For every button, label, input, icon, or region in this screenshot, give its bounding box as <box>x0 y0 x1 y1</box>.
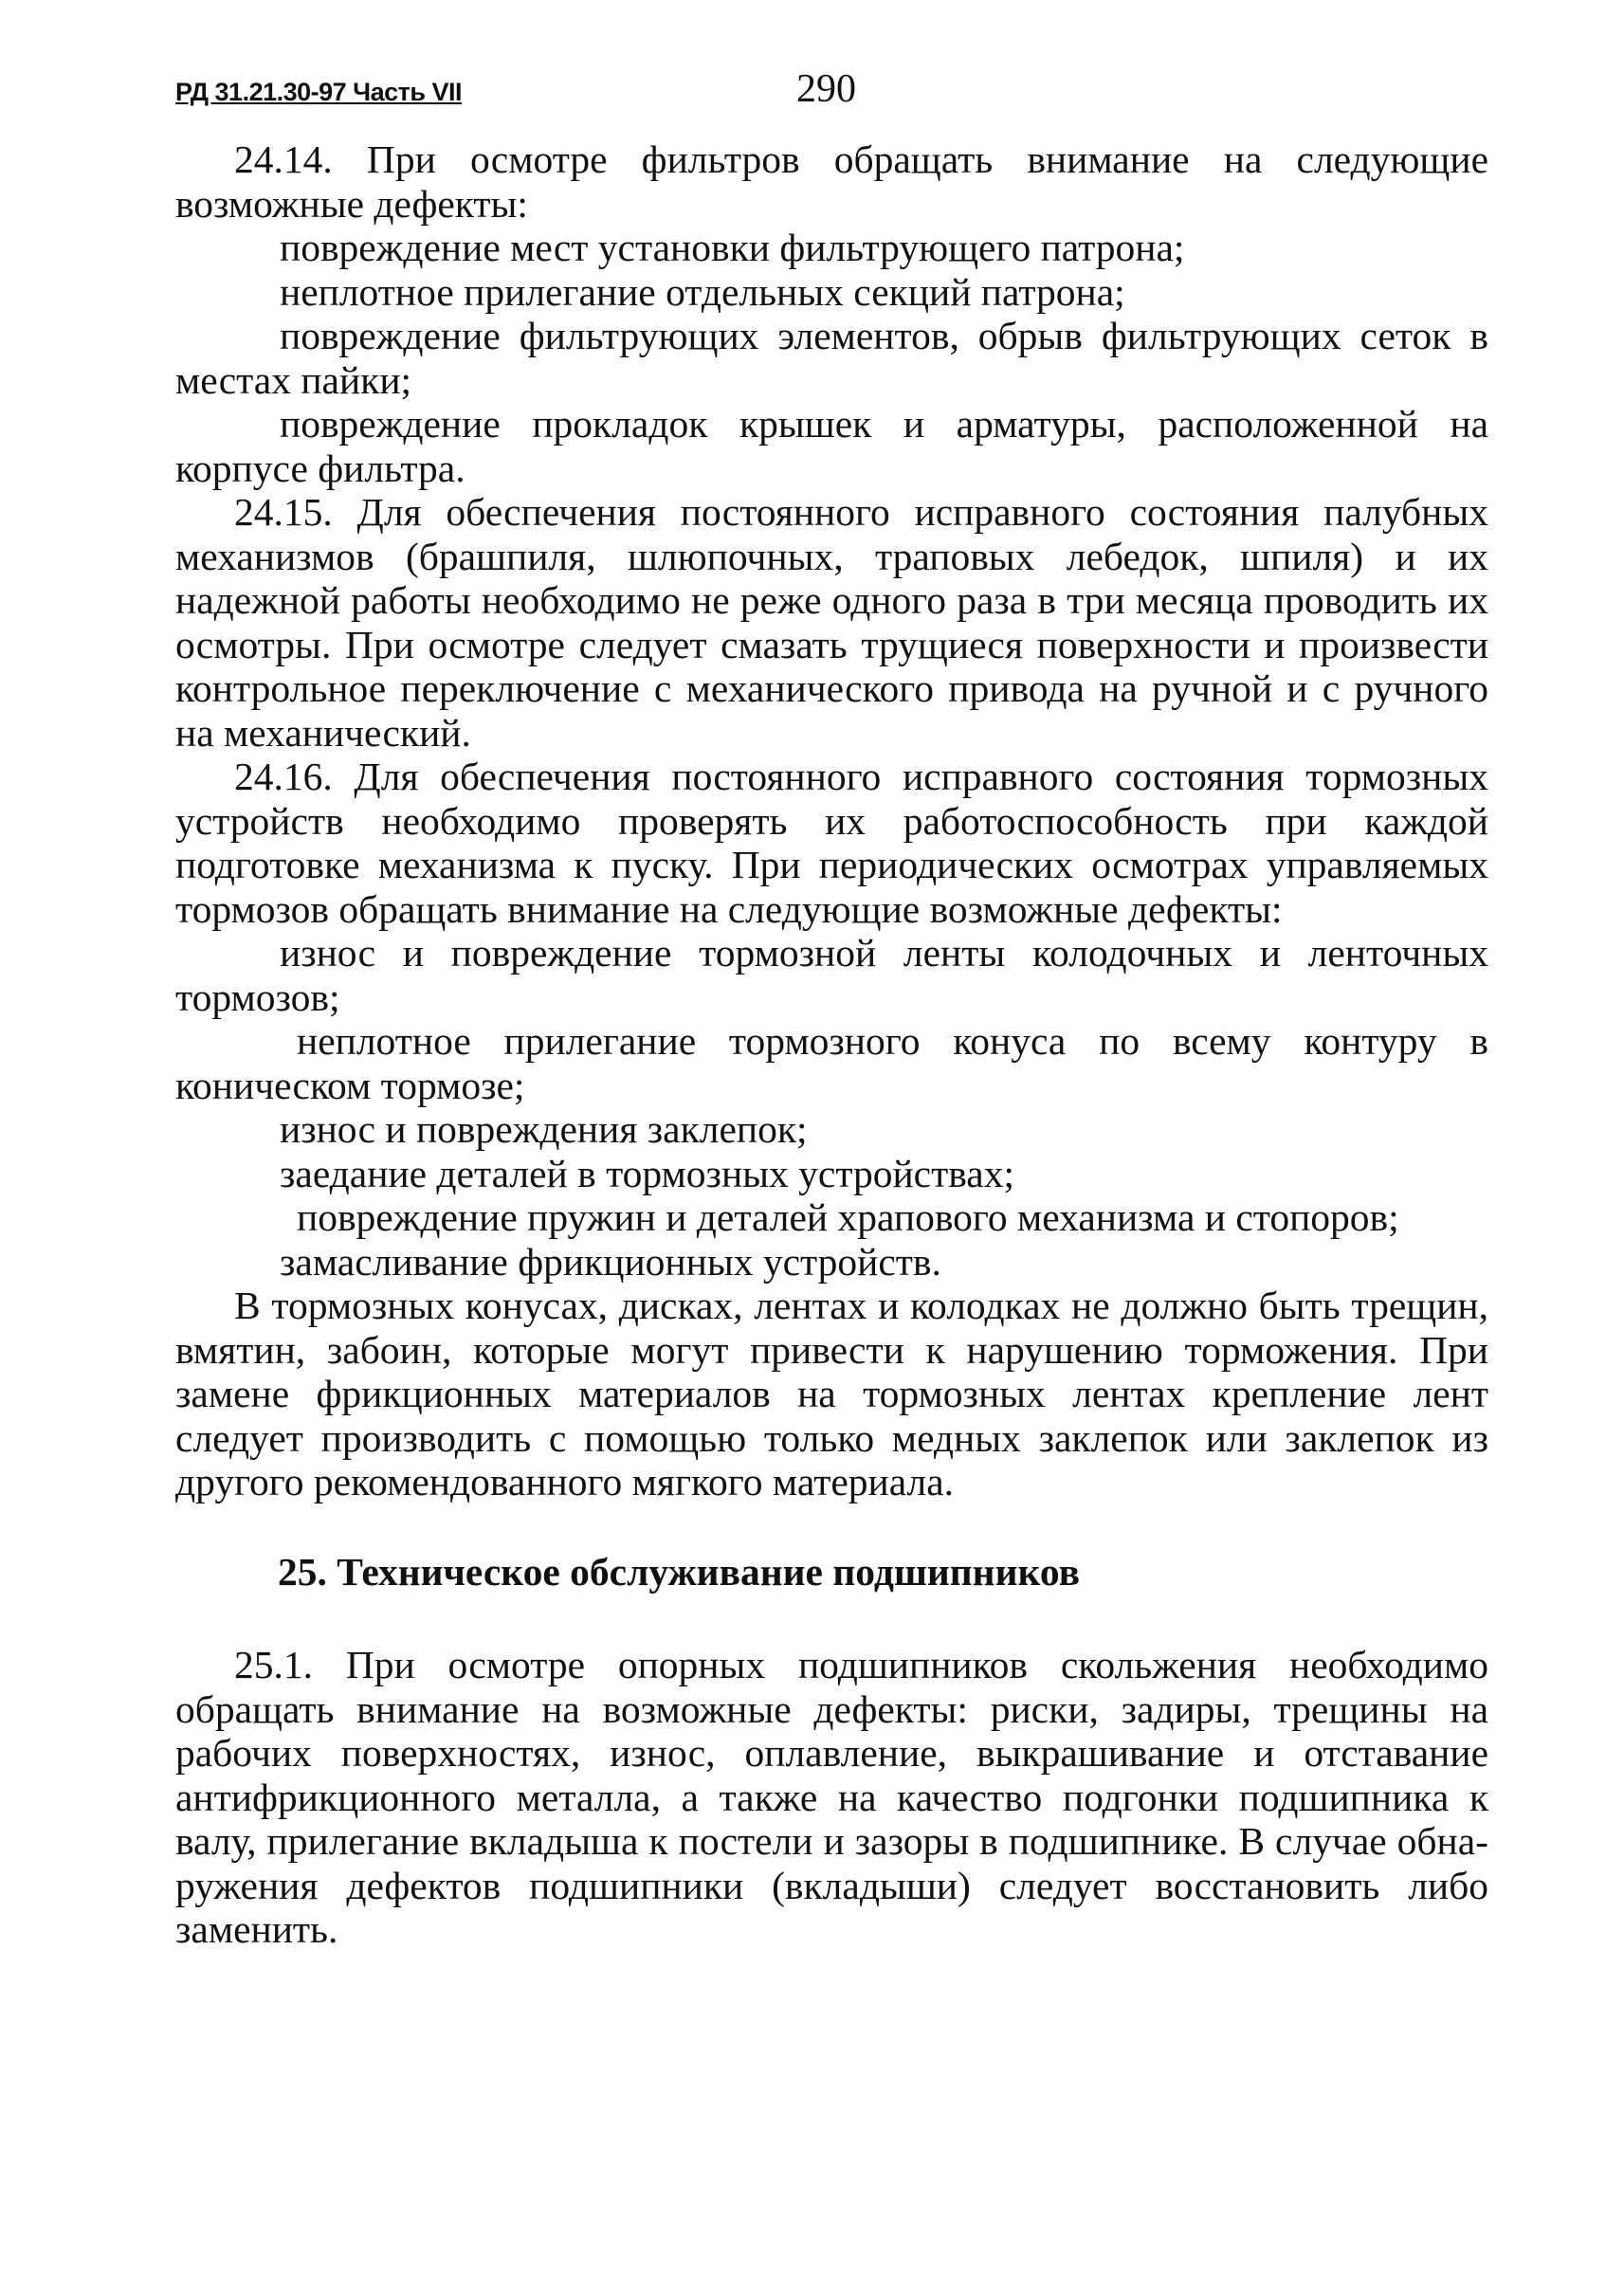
page-number: 290 <box>796 67 856 111</box>
document-body <box>175 137 1488 1952</box>
list-item: повреждение пружин и деталей храпового механизма и стопоров; <box>297 1195 1399 1239</box>
list-item: неплотное прилегание отдельных секций патрона; <box>280 269 1125 314</box>
document-code: РД 31.21.30-97 Часть VII <box>175 78 463 106</box>
list-item: повреждение прокладок крышек и арматуры, расположенной на корпусе фильтра. <box>175 402 1488 490</box>
section-heading: 25. Техническое обслуживание подшипников <box>278 1549 1080 1594</box>
list-item: замасливание фрикционных устройств. <box>280 1239 941 1284</box>
list-item: повреждение фильтрующих элементов, обрыв фильтрующих сеток в местах пайки; <box>175 314 1488 402</box>
list-item: износ и повреждения заклепок; <box>280 1107 808 1151</box>
paragraph-24-15: 24.15. Для обеспечения постоянного исправного состояния палубных механизмов (брашпиля, шлюпочных, траповых лебедок, шпиля) и их надежной работы необходимо не реже одного раза в три месяца проводить их осмотры. При осмотре следует смазать трущиеся поверхности и произвести контрольное переключение с механического привода на ручной и с ручного на механический. <box>175 490 1488 755</box>
list-item: неплотное прилегание тормозного конуса по всему контуру в коническом тормозе; <box>175 1019 1488 1107</box>
list-item: повреждение мест установки фильтрующего патрона; <box>280 226 1185 269</box>
list-item: заедание деталей в тормозных устройствах; <box>280 1151 1014 1195</box>
list-item: износ и повреждение тормозной ленты колодочных и ленточных тормозов; <box>175 931 1488 1019</box>
paragraph-24-14: 24.14. При осмотре фильтров обращать внимание на следующие возможные дефекты: <box>175 137 1488 226</box>
paragraph-24-16: 24.16. Для обеспечения постоянного исправного состояния тормозных устройств необходимо проверять их работоспособность при каждой подготовке механизма к пуску. При периодических осмотрах управляемых тормозов обращать внимание на следующие возможные дефекты: <box>175 755 1488 931</box>
page-header <box>175 66 1484 123</box>
paragraph-brake-requirements: В тормозных конусах, дисках, лентах и колодках не должно быть трещин, вмятин, забоин, которые могут привести к нарушению торможения. При замене фрикционных материалов на тормозных лентах крепление лент следует производить с помощью только медных заклепок или заклепок из другого рекомендованного мягкого материала. <box>175 1284 1488 1503</box>
paragraph-25-1: 25.1. При осмотре опорных подшипников скольжения необходимо обращать внимание на возможные дефекты: риски, задиры, трещины на рабочих поверхностях, износ, оплавление, выкрашивание и отставание антифрикционного металла, а также на качество подгонки подшипника к валу, прилегание вкладыша к постели и зазоры в подшипнике. В случае обнаружения дефектов подшипники (вкладыши) следует восстановить либо заменить. <box>175 1643 1488 1951</box>
